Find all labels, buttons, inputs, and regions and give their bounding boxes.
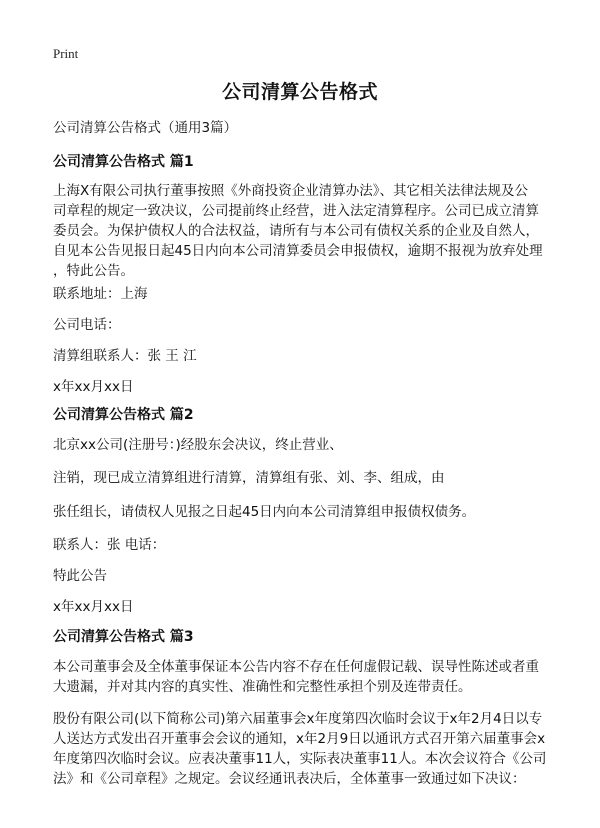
section-3-paragraph-1 <box>53 657 548 697</box>
paragraph-line: 本公司董事会及全体董事保证本公告内容不存在任何虚假记载、误导性陈述或者重 <box>53 659 539 675</box>
section-2-line-1: 北京xx公司(注册号：)经股东会决议，终止营业、 <box>53 437 343 453</box>
section-2-notice: 特此公告 <box>53 568 107 584</box>
paragraph-line: ，特此公告。 <box>53 263 134 279</box>
section-1-heading: 公司清算公告格式 篇1 <box>53 154 194 170</box>
paragraph-line: 法》和《公司章程》之规定。会议经通讯表决后，全体董事一致通过如下决议： <box>53 771 526 787</box>
paragraph-line: 年度第四次临时会议。应表决董事11人，实际表决董事11人。本次会议符合《公司 <box>53 751 547 767</box>
paragraph-line: 上海X有限公司执行董事按照《外商投资企业清算办法》、其它相关法律法规及公 <box>53 183 528 199</box>
print-link[interactable]: Print <box>53 46 79 61</box>
section-1-address: 联系地址：上海 <box>53 286 148 302</box>
paragraph-line: 委员会。为保护债权人的合法权益，请所有与本公司有债权关系的企业及自然人， <box>53 223 539 239</box>
section-2-heading: 公司清算公告格式 篇2 <box>53 407 194 423</box>
section-1-paragraph <box>53 181 548 281</box>
paragraph-line: 人送达方式发出召开董事会会议的通知，x年2月9日以通讯方式召开第六届董事会x <box>53 731 546 747</box>
section-2-date: x年xx月xx日 <box>53 599 134 615</box>
section-3-paragraph-2 <box>53 709 548 789</box>
paragraph-line: 司章程的规定一致决议，公司提前终止经营，进入法定清算程序。公司已成立清算 <box>53 203 539 219</box>
section-3-heading: 公司清算公告格式 篇3 <box>53 629 194 645</box>
document-subtitle: 公司清算公告格式（通用3篇） <box>53 120 238 136</box>
section-2-contact: 联系人：张 电话： <box>53 537 166 553</box>
page-title: 公司清算公告格式 <box>221 81 378 103</box>
paragraph-line: 大遗漏，并对其内容的真实性、准确性和完整性承担个别及连带责任。 <box>53 679 472 695</box>
section-2-line-3: 张任组长，请债权人见报之日起45日内向本公司清算组申报债权债务。 <box>53 504 476 520</box>
paragraph-line: 自见本公告见报日起45日内向本公司清算委员会申报债权，逾期不报视为放弃处理 <box>53 243 543 259</box>
section-1-contact: 清算组联系人：张 王 江 <box>53 348 197 364</box>
paragraph-line: 股份有限公司(以下简称公司)第六届董事会x年度第四次临时会议于x年2月4日以专 <box>53 711 543 727</box>
section-2-line-2: 注销，现已成立清算组进行清算，清算组有张、刘、李、组成，由 <box>53 470 445 486</box>
section-1-date: x年xx月xx日 <box>53 379 134 395</box>
section-1-phone: 公司电话： <box>53 317 121 333</box>
